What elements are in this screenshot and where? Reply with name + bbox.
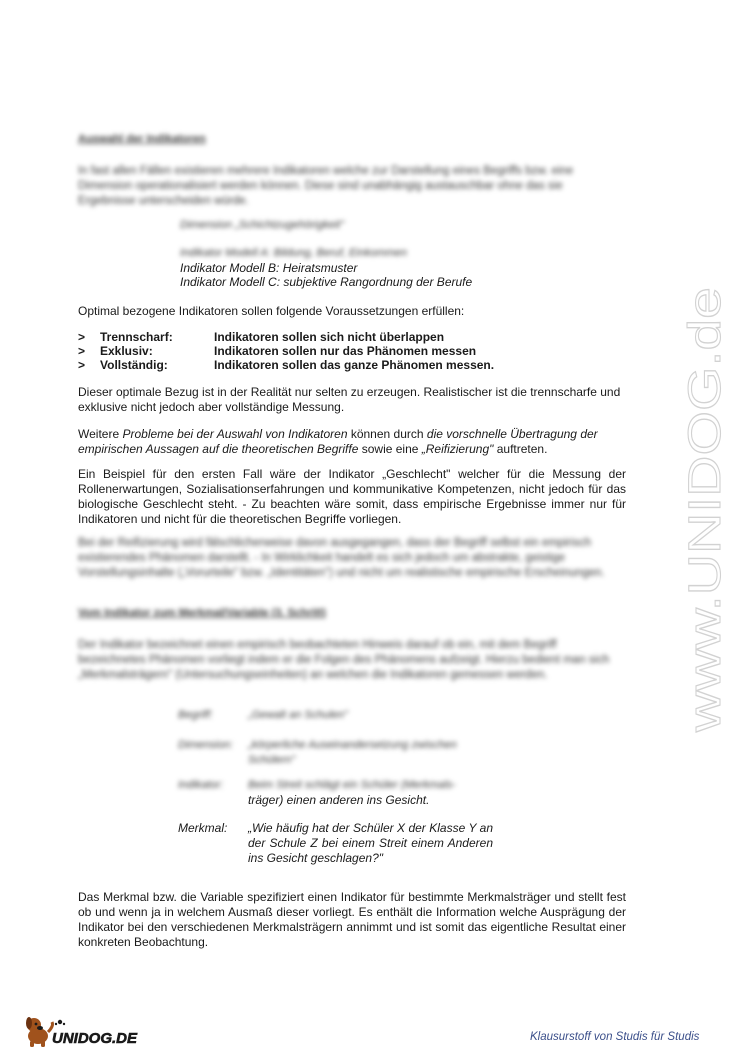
footer-tagline: Klausurstoff von Studis für Studis <box>530 1031 700 1043</box>
criteria-description: Indikatoren sollen sich nicht überlappen <box>214 330 445 344</box>
watermark <box>658 280 748 740</box>
reifizierung-paragraph: Bei der Reifizierung wird fälschlicherweise davon ausgegangen, dass der Begriff selbst ein empirisch existierendes Phänomen darstellt. - In Wirklichkeit handelt es sich jedoch um abstrakte, geistige Vorstellungsinhalte („Vorurteile" bzw. „Identitäten") und nicht um realistische empirische Erscheinungen. <box>78 537 605 579</box>
criteria-term: Exklusiv: <box>100 344 153 358</box>
probleme-emphasis-2: die vorschnelle Übertragung der empirischen Aussagen auf die theoretischen Begriffe <box>78 427 598 456</box>
indicator-model-c: Indikator Modell C: subjektive Rangordnung der Berufe <box>180 275 473 289</box>
begriff-value: „Gewalt an Schulen" <box>248 709 348 721</box>
bullet-marker: > <box>78 344 86 358</box>
indikator-label: Indikator: <box>178 779 224 791</box>
indikator-paragraph: Der Indikator bezeichnet einen empirisch beobachteten Hinweis darauf ob ein, mit dem Begriff bezeichnetes Phänomen vorliegt indem er die Folgen des Phänomens aufzeigt. Hierzu bedient man sich „Merkmalsträgern" (Untersuchungseinheiten) an welchen die Indikatoren gemessen werden. <box>78 639 610 681</box>
probleme-paragraph <box>78 427 626 457</box>
indicator-model-a: Indikator Modell A: Bildung, Beruf, Einkommen <box>180 247 408 259</box>
dimension-value: „körperliche Auseinandersetzung zwischen Schülern" <box>248 739 457 766</box>
criteria-row <box>78 330 598 344</box>
criteria-description: Indikatoren sollen nur das Phänomen messen <box>214 344 477 358</box>
optimal-intro: Optimal bezogene Indikatoren sollen folgende Voraussetzungen erfüllen: <box>78 304 465 318</box>
bezug-paragraph: Dieser optimale Bezug ist in der Realität nur selten zu erzeugen. Realistischer ist die trennscharfe und exklusive nicht jedoch aber vollständige Messung. <box>78 385 621 414</box>
criteria-description: Indikatoren sollen das ganze Phänomen messen. <box>214 358 495 372</box>
probleme-text-4: auftreten. <box>493 442 548 456</box>
watermark-graphic <box>658 280 748 740</box>
probleme-emphasis-3: „Reifizierung" <box>421 442 494 456</box>
dog-logo-graphic <box>22 1012 162 1050</box>
dimension-label: Dimension: <box>178 739 234 751</box>
merkmal-value: „Wie häufig hat der Schüler X der Klasse Y an der Schule Z bei einem Streit einem Anderen ins Gesicht geschlagen?" <box>248 821 493 865</box>
indicator-model-b: Indikator Modell B: Heiratsmuster <box>180 261 358 275</box>
probleme-text-1: Weitere <box>78 427 123 441</box>
merkmal-label: Merkmal: <box>178 821 228 835</box>
indikator-value-blurred: Beim Streit schlägt ein Schüler (Merkmals- <box>248 779 456 791</box>
begriff-label: Begriff: <box>178 709 213 721</box>
section-heading-auswahl: Auswahl der Indikatoren <box>78 133 206 145</box>
merkmal-paragraph: Das Merkmal bzw. die Variable spezifiziert einen Indikator für bestimmte Merkmalsträger und stellt fest ob und wenn ja in welchem Ausmaß dieser vorliegt. Es enthält die Information welche Ausprägung der Indikator bei den verschiedenen Merkmalsträgern annimmt und ist somit das eigentliche Resultat einer konkreten Beobachtung. <box>78 890 626 949</box>
probleme-text-3: sowie eine <box>358 442 422 456</box>
bullet-marker: > <box>78 330 86 344</box>
beispiel-paragraph: Ein Beispiel für den ersten Fall wäre der Indikator „Geschlecht" welcher für die Messung der Rollenerwartungen, Sozialisationserfahrungen und kommunikative Kompetenzen, nicht jedoch für das biologische Geschlecht steht. - Zu beachten wäre somit, dass empirische Ergebnisse immer nur für Indikatoren und nicht für die theoretischen Begriffe vorliegen. <box>78 467 626 526</box>
logo-text: UNIDOG.DE <box>52 1030 138 1047</box>
example-dimension <box>178 738 508 770</box>
example-merkmal <box>178 821 508 867</box>
bullet-marker: > <box>78 358 86 372</box>
example-begriff <box>178 708 508 724</box>
watermark-text: www.UNIDOG.de <box>679 381 730 732</box>
criteria-row <box>78 344 598 358</box>
intro-paragraph: In fast allen Fällen existieren mehrere Indikatoren welche zur Darstellung eines Begriffs bzw. eine Dimension operationalisiert werden können. Diese sind unabhängig austauschbar ohne das sie Ergebnisse unterscheiden würde. <box>78 165 574 207</box>
probleme-text-2: können durch <box>347 427 427 441</box>
probleme-emphasis-1: Probleme bei der Auswahl von Indikatoren <box>122 427 348 441</box>
criteria-term: Trennscharf: <box>100 330 173 344</box>
indikator-value: träger) einen anderen ins Gesicht. <box>248 793 430 807</box>
unidog-logo[interactable] <box>22 1012 162 1050</box>
section-heading-merkmal: Vom Indikator zum Merkmal/Variable (3. Schritt) <box>78 607 326 619</box>
criteria-row <box>78 358 598 372</box>
criteria-term: Vollständig: <box>100 358 168 372</box>
example-indikator <box>178 778 508 810</box>
dimension-line: Dimension „Schichtzugehörigkeit" <box>180 219 345 231</box>
